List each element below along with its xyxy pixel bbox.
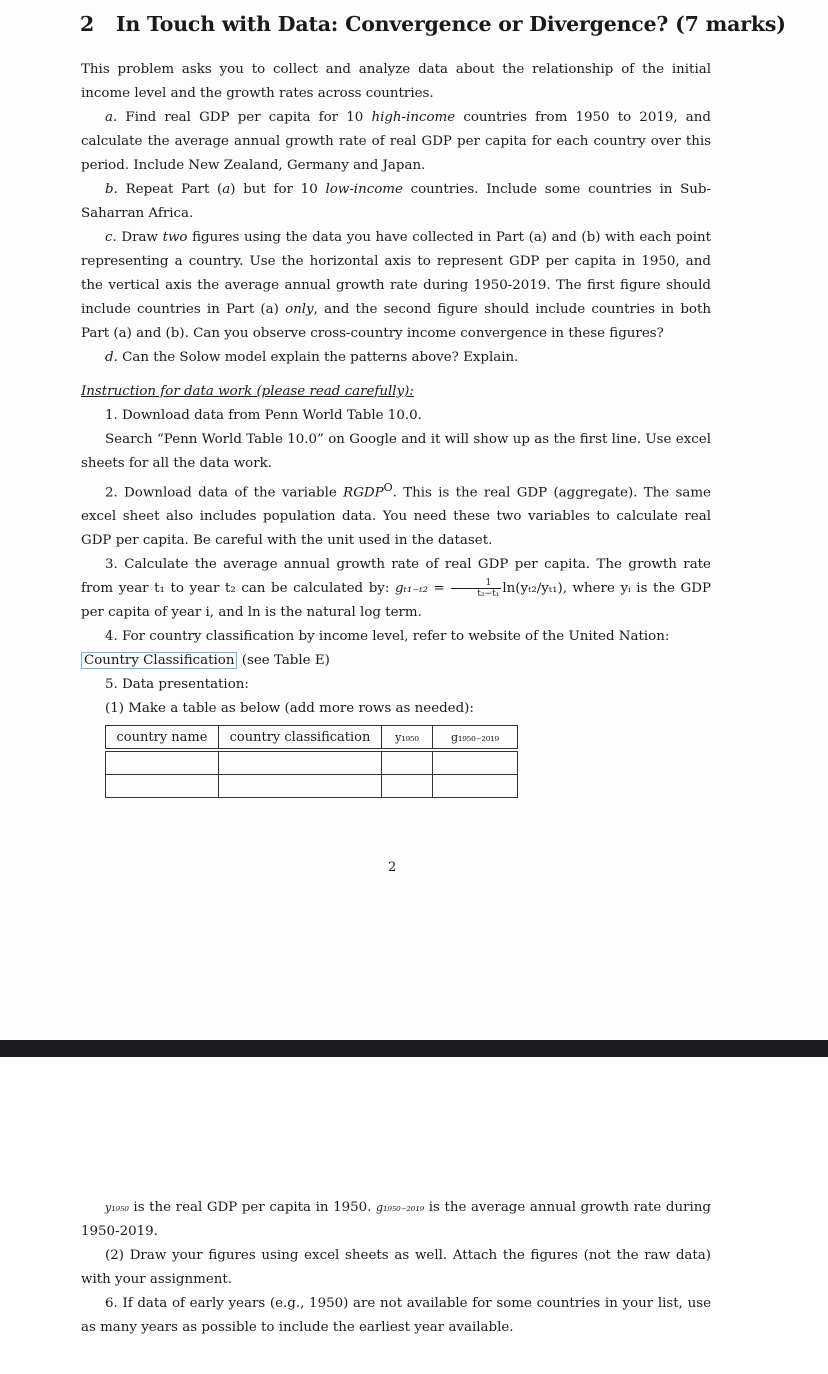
part-b-text-mid: ) but for 10 [230,182,326,197]
header-y1950: y₁₉₅₀ [382,726,433,749]
step-1-detail: Search “Penn World Table 10.0” on Google and it will show up as the first line. Use excel sheets for all the data work. [81,432,711,471]
continuation-section [81,1196,711,1340]
part-a-emphasis: high-income [371,110,456,125]
step-2-variable: RGDP [343,485,384,501]
part-c-text-rest: , and the second figure should include countries in both Part (a) and (b). Can you observe cross-country income convergence in these figures? [81,302,711,341]
page-separator-band [0,1040,828,1057]
variable-definitions [81,1196,711,1244]
step-4: 4. For country classification by income level, refer to website of the United Nation: [105,629,670,645]
part-c-emphasis: two [162,230,188,245]
country-classification-link[interactable]: Country Classification [81,652,237,669]
table-cell [106,775,219,798]
step-2-superscript: O [383,481,393,494]
step-4-link-suffix: (see Table E) [237,653,330,669]
header-country-name: country name [106,726,219,749]
table-header-row [106,726,518,749]
var-y1950-definition: is the real GDP per capita in 1950. [128,1200,377,1215]
step-5-1: (1) Make a table as below (add more rows as needed): [105,701,474,717]
instructions-heading [81,380,711,404]
part-a [81,106,711,178]
part-c [81,226,711,346]
fraction-denominator: t₂−t₁ [477,589,500,600]
table-cell [382,752,433,775]
step-2-text-rest: . This is the real GDP (aggregate). The same excel sheet also includes population data. You need these two variables to calculate real GDP per capita. Be careful with the unit used in the dataset. [81,485,711,549]
table-row [106,775,518,798]
step-3-text: 3. Calculate the average annual growth rate of real GDP per capita. The growth rate from year t₁ to year t₂ can be calculated by: [81,557,711,597]
part-b-label: b. [105,182,118,197]
step-2 [81,476,711,553]
intro-paragraph: This problem asks you to collect and analyze data about the relationship of the initial income level and the growth rates across countries. [81,62,711,101]
part-c-text: Draw [116,230,163,245]
section-heading [80,12,786,36]
part-c-emphasis-2: only [285,302,314,317]
step-1: 1. Download data from Penn World Table 10.0. [105,408,422,423]
part-b-emphasis: low-income [325,182,403,197]
table-cell [106,752,219,775]
part-a-label: a. [105,110,118,125]
header-g1950-2019: g₁₉₅₀₋₂₀₁₉ [433,726,518,749]
section-title: In Touch with Data: Convergence or Divergence? (7 marks) [116,12,786,36]
part-d-text: Can the Solow model explain the patterns above? Explain. [117,350,519,365]
part-a-text: Find real GDP per capita for 10 [117,110,372,125]
instructions-heading-text: Instruction for data work (please read carefully): [81,384,414,399]
var-g-definition: is the average annual growth rate during 1950-2019. [81,1200,711,1239]
part-c-text-mid: figures using the data you have collected in Part (a) and (b) with each point representing a country. Use the horizontal axis to represent GDP per capita in 1950, and the vertical axis the average annual growth rate during 1950-2019. The first figure should include countries in Part (a) [81,230,711,317]
step-3-text-rest: , where yᵢ is the GDP per capita of year i, and ln is the natural log term. [81,581,711,621]
formula-fraction [451,578,501,599]
part-b-text: Repeat Part ( [117,182,223,197]
data-presentation-table [105,725,518,798]
page-number: 2 [388,860,397,875]
table-cell [433,752,518,775]
step-2-text: 2. Download data of the variable [105,485,344,501]
step-5: 5. Data presentation: [105,677,249,693]
part-b-text-rest: countries. Include some countries in Sub-Saharran Africa. [81,182,711,221]
table-cell [219,752,382,775]
problem-body [81,58,711,370]
step-5-2: (2) Draw your figures using excel sheets as well. Attach the figures (not the raw data) with your assignment. [81,1248,711,1287]
table-row [106,752,518,775]
step-6: 6. If data of early years (e.g., 1950) are not available for some countries in your list, use as many years as possible to include the earliest year available. [81,1296,711,1335]
part-b-ref: a [222,182,231,197]
instructions-section [81,380,711,721]
part-b [81,178,711,226]
fraction-numerator: 1 [451,578,501,589]
part-d-label: d. [105,350,118,365]
part-a-text-rest: countries from 1950 to 2019, and calculate the average annual growth rate of real GDP per capita for each country over this period. Include New Zealand, Germany and Japan. [81,110,711,173]
var-y1950: y₁₉₅₀ [105,1201,129,1214]
step-4-link-line [81,649,711,673]
table-cell [219,775,382,798]
var-g1950-2019: g₁₉₅₀₋₂₀₁₉ [376,1201,425,1214]
header-country-classification: country classification [219,726,382,749]
formula-lhs: gₜ₁₋ₜ₂ = [394,581,451,597]
part-d [81,346,711,370]
table-cell [433,775,518,798]
step-3 [81,553,711,625]
part-c-label: c. [105,230,117,245]
section-number: 2 [80,12,95,36]
formula-rhs: ln(yₜ₂/yₜ₁) [502,581,563,597]
table-cell [382,775,433,798]
